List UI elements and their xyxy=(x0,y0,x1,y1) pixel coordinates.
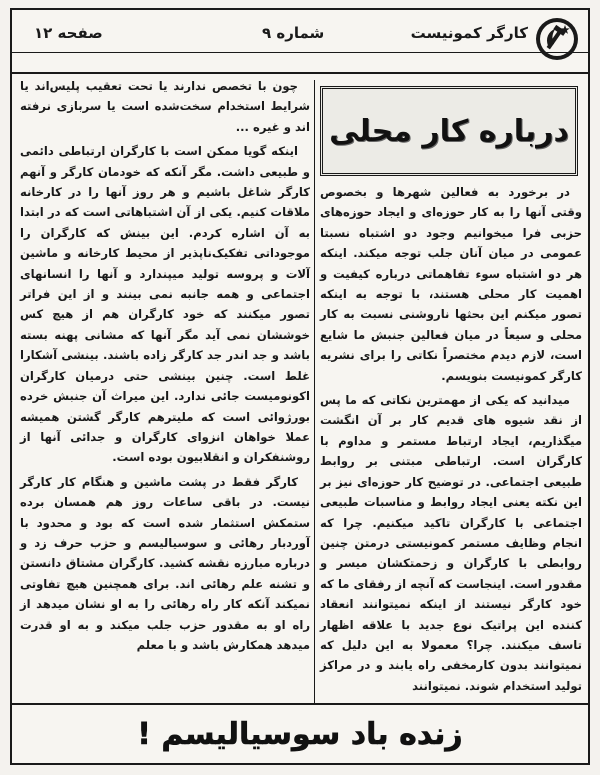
hammer-sickle-star-icon xyxy=(534,16,580,62)
column-divider xyxy=(314,80,315,705)
article-left-column xyxy=(20,76,310,659)
page-footer xyxy=(12,703,588,763)
article-paragraph: اینکه گویا ممکن است با کارگران ارتباطی دائمی و طبیعی داشت. مگر آنکه که خودمان کارگر و آنهم کارگر شاغل باشیم و هر روز آنها را در کارخانه ملاقات کنیم. یکی از آن اشتباهاتی است که در ابتدا به آن اشاره کردم. این بینش که کارگران را موجوداتی تفکیک‌ناپذیر از محیط کارخانه و ماشین آلات و پروسه تولید میپندارد و آنها را انسانهای اجتماعی و همه جانبه نمی بینند و از این فراتر تصور میکنند که خود کارگران هم از هیچ کس خوششان نمی آید مگر آنها که مشانی پهنه بسته باشد و جد اندر جد کارگر زاده باشند. بینشی آشکارا غلط است. چنین بینشی حتی درمیان کارگران اکونومیست جائی ندارد. این میراث آن جنبش خرده بورژوائی است که ملیترهم کارگر گشتن همیشه عملا خواهان انزوای کارگران و جدائی آنها از روشنفکران و انقلابیون بوده است. xyxy=(20,144,310,465)
issue-number: شماره ۹ xyxy=(262,24,325,42)
page-header xyxy=(12,10,588,74)
article-right-column xyxy=(320,182,582,700)
newspaper-page xyxy=(10,8,590,765)
footer-slogan: زنده باد سوسیالیسم ! xyxy=(137,716,463,752)
publication-name: کارگر کمونیست xyxy=(410,24,528,42)
article-paragraph: کارگر فقط در پشت ماشین و هنگام کار کارگر نیست. در باقی ساعات روز هم همسان برده ستمکش استثمار شده است که بود و محدود با آوردبار رهائی و سوسیالیسم و حزب حرف زد و درباره مبارزه نقشه کشید. کارگران مشتاق دانستن و تشنه علم رهائی اند. برای همچنین هیچ تفاوتی نمیکند آنکه کار راه رهائی را به او نشان میدهد از راه او به مقدور حزب جلب میکند و به او قدرت میدهد همکارش باشد و با معلم xyxy=(20,474,310,652)
article-title-box xyxy=(320,86,578,176)
page-number: صفحه ۱۲ xyxy=(34,24,103,42)
header-rule xyxy=(12,52,588,53)
article-paragraph: در برخورد به فعالین شهرها و بخصوص وقتی آنها را به کار حوزه‌ای و ایجاد حوزه‌های حزبی فرا میخوانیم وجود دو اشتباه نسبتا عمومی در میان آنان جلب توجه میکند. اینکه هر دو اشتباه سوء تفاهماتی درباره کیفیت و اهمیت کار محلی هستند، با توجه به اینکه تصور میکنم این بحثها ناروشنی نسبت به کار محلی و سیعاً در میان فعالین جنبش ما شایع است، لازم دیدم مختصراً نکاتی را برای نشریه کارگر کمونیست بنویسم. xyxy=(320,185,582,383)
article-paragraph: میدانید که یکی از مهمترین نکاتی که ما پس از نقد شیوه های قدیم کار بر آن انگشت میگذاریم، ایجاد ارتباط مستمر و مداوم با کارگران است. ارتباطی مبتنی بر روابط طبیعی اجتماعی. در توضیح کار حوزه‌ای نیز بر این نکته یعنی ایجاد روابط و مناسبات طبیعی اجتماعی با کارگران تاکید میکنیم. چرا که انجام وظایف مستمر کمونیستی درمتن چنین روابطی با کارگران و زحمتکشان میسر و مقدور است. اینجاست که آنچه از رفقای ما که خود کارگر نیستند از اینکه نمیتوانند انعقاد کننده این پراتیک نوع جدید با علاقه اظهار تاسف میکنند. چرا؟ معمولا به این دلیل که نمیتوانند بدون کارمخفی راه یابند و در مراکز تولید استخدام شوند. نمیتوانند xyxy=(320,393,582,693)
article-title: درباره کار محلی xyxy=(329,113,569,149)
article-paragraph: چون با تخصص ندارند یا تحت تعقیب پلیس‌اند یا شرایط استخدام سخت‌شده است یا سربازی نرفته اند و غیره ... xyxy=(20,79,310,134)
